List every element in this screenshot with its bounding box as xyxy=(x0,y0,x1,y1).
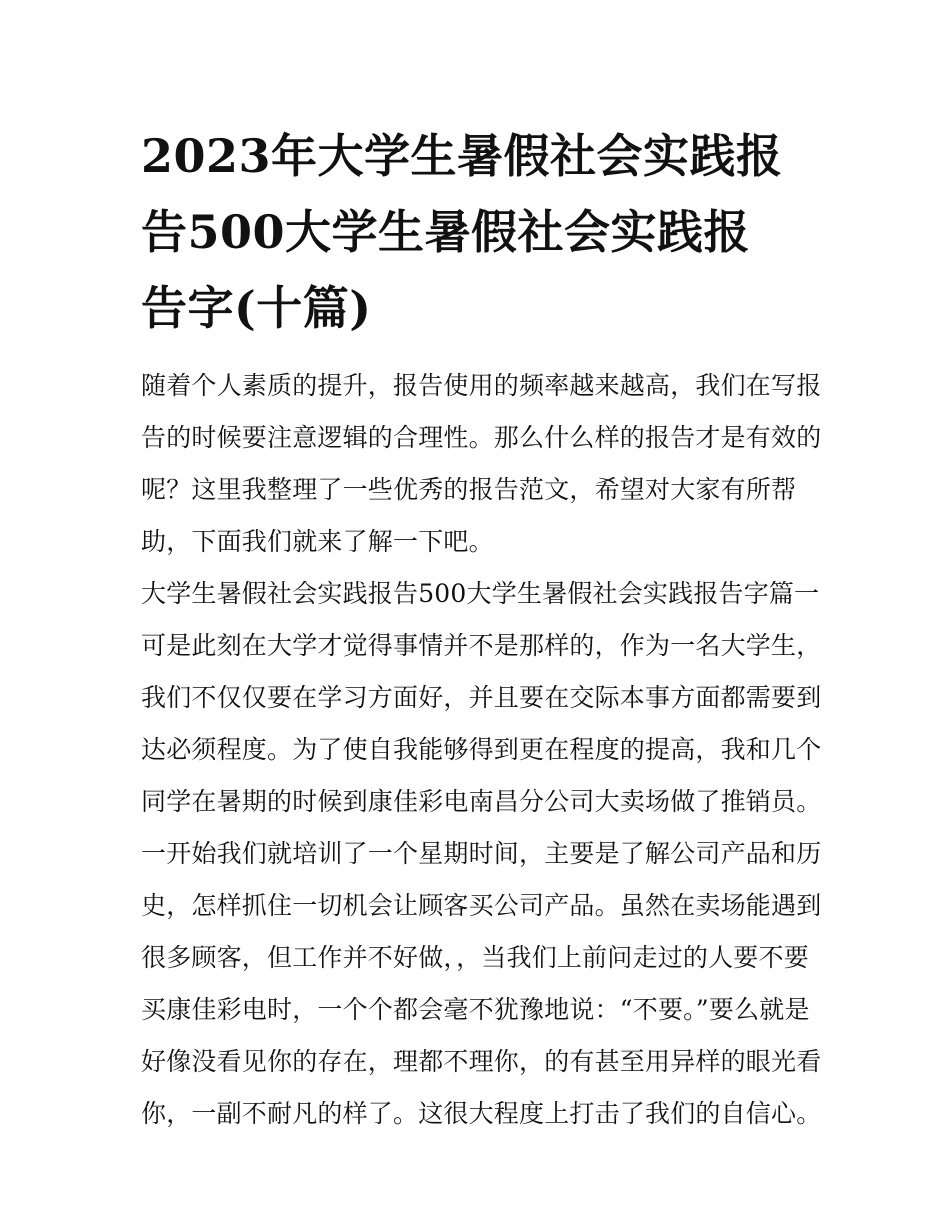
text-line: 达必须程度。为了使自我能够得到更在程度的提高，我和几个 xyxy=(141,735,822,764)
text-line: 你，一副不耐凡的样了。这很大程度上打击了我们的自信心。 xyxy=(141,1099,822,1128)
text-line: 史，怎样抓住一切机会让顾客买公司产品。虽然在卖场能遇到 xyxy=(141,891,822,920)
text-line: 大学生暑假社会实践报告500大学生暑假社会实践报告字篇一 xyxy=(141,579,820,608)
text-line: 同学在暑期的时候到康佳彩电南昌分公司大卖场做了推销员。 xyxy=(141,787,822,816)
document-title xyxy=(141,118,811,346)
title-line: 告500大学生暑假社会实践报 xyxy=(141,205,751,259)
document-content xyxy=(141,118,822,1140)
intro-paragraph xyxy=(141,360,822,568)
text-line: 呢？这里我整理了一些优秀的报告范文，希望对大家有所帮 xyxy=(141,475,797,504)
text-line: 告的时候要注意逻辑的合理性。那么什么样的报告才是有效的 xyxy=(141,423,822,452)
text-line: 买康佳彩电时，一个个都会毫不犹豫地说：“不要。”要么就是 xyxy=(141,995,810,1024)
text-line: 很多顾客，但工作并不好做，，当我们上前问走过的人要不要 xyxy=(141,943,809,972)
text-line: 随着个人素质的提升，报告使用的频率越来越高，我们在写报 xyxy=(141,371,822,400)
text-line: 我们不仅仅要在学习方面好，并且要在交际本事方面都需要到 xyxy=(141,683,822,712)
text-line: 助，下面我们就来了解一下吧。 xyxy=(141,527,494,556)
text-line: 一开始我们就培训了一个星期时间，主要是了解公司产品和历 xyxy=(141,839,822,868)
body-paragraph xyxy=(141,620,822,1140)
text-line: 好像没看见你的存在，理都不理你，的有甚至用异样的眼光看 xyxy=(141,1047,822,1076)
title-line: 告字(十篇) xyxy=(141,281,372,335)
text-line: 可是此刻在大学才觉得事情并不是那样的，作为一名大学生， xyxy=(141,631,822,660)
section-heading xyxy=(141,568,820,620)
title-line: 2023年大学生暑假社会实践报 xyxy=(141,129,783,183)
